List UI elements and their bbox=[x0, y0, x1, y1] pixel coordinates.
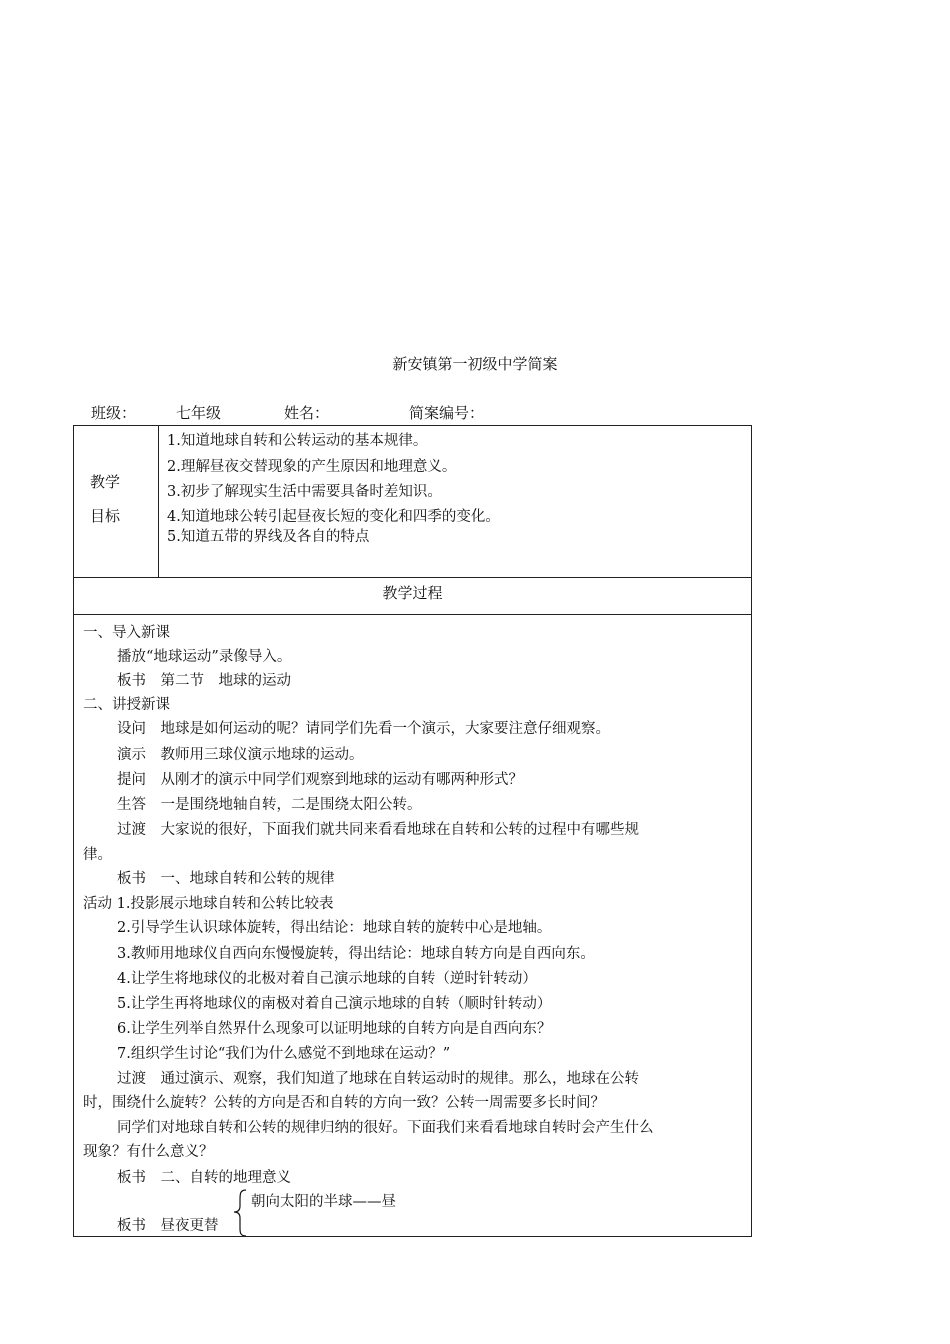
process-line: 5.让学生再将地球仪的南极对着自己演示地球的自转（顺时针转动） bbox=[117, 996, 552, 1012]
goal-item: 1.知道地球自转和公转运动的基本规律。 bbox=[167, 433, 428, 449]
grade-value: 七年级 bbox=[176, 404, 222, 422]
process-line: 现象？有什么意义？ bbox=[83, 1144, 214, 1160]
name-label: 姓名： bbox=[284, 404, 330, 422]
process-line: 板书 昼夜更替 bbox=[117, 1218, 219, 1234]
process-line: 时，围绕什么旋转？公转的方向是否和自转的方向一致？公转一周需要多长时间？ bbox=[83, 1095, 605, 1111]
process-line: 生答 一是围绕地轴自转，二是围绕太阳公转。 bbox=[117, 797, 422, 813]
process-line: 6.让学生列举自然界什么现象可以证明地球的自转方向是自西向东？ bbox=[117, 1021, 552, 1037]
document-title: 新安镇第一初级中学简案 bbox=[392, 355, 558, 373]
goal-item: 3.初步了解现实生活中需要具备时差知识。 bbox=[167, 484, 442, 500]
process-line: 活动 1.投影展示地球自转和公转比较表 bbox=[83, 896, 334, 912]
process-line: 过渡 通过演示、观察，我们知道了地球在自转运动时的规律。那么，地球在公转 bbox=[117, 1071, 639, 1087]
process-line: 播放“地球运动”录像导入。 bbox=[117, 649, 292, 665]
goal-item: 2.理解昼夜交替现象的产生原因和地理意义。 bbox=[167, 459, 457, 475]
process-line: 律。 bbox=[83, 847, 112, 863]
goal-column-divider bbox=[158, 426, 159, 577]
process-line: 设问 地球是如何运动的呢？请同学们先看一个演示，大家要注意仔细观察。 bbox=[117, 721, 610, 737]
process-line: 过渡 大家说的很好，下面我们就共同来看看地球在自转和公转的过程中有哪些规 bbox=[117, 822, 639, 838]
process-line: 3.教师用地球仪自西向东慢慢旋转，得出结论：地球自转方向是自西向东。 bbox=[117, 946, 595, 962]
process-heading: 教学过程 bbox=[382, 584, 443, 602]
process-line: 4.让学生将地球仪的北极对着自己演示地球的自转（逆时针转动） bbox=[117, 971, 537, 987]
process-line: 朝向太阳的半球——昼 bbox=[251, 1194, 396, 1210]
process-line: 同学们对地球自转和公转的规律归纳的很好。下面我们来看看地球自转时会产生什么 bbox=[117, 1120, 654, 1136]
process-line: 板书 一、地球自转和公转的规律 bbox=[117, 871, 335, 887]
process-line: 7.组织学生讨论“我们为什么感觉不到地球在运动？” bbox=[117, 1046, 451, 1062]
goals-label-top: 教学 bbox=[90, 473, 121, 491]
class-label: 班级： bbox=[91, 404, 137, 422]
row-divider-goals bbox=[74, 577, 751, 578]
process-line: 板书 第二节 地球的运动 bbox=[117, 673, 291, 689]
process-line: 一、导入新课 bbox=[83, 625, 170, 641]
curly-brace-icon bbox=[232, 1188, 250, 1236]
process-line: 演示 教师用三球仪演示地球的运动。 bbox=[117, 747, 364, 763]
goal-item: 5.知道五带的界线及各自的特点 bbox=[167, 529, 370, 545]
process-line: 2.引导学生认识球体旋转，得出结论：地球自转的旋转中心是地轴。 bbox=[117, 920, 552, 936]
lesson-plan-table bbox=[73, 425, 752, 1237]
row-divider-heading bbox=[74, 614, 751, 615]
goal-item: 4.知道地球公转引起昼夜长短的变化和四季的变化。 bbox=[167, 509, 500, 525]
plan-number-label: 简案编号： bbox=[409, 404, 485, 422]
process-line: 板书 二、自转的地理意义 bbox=[117, 1170, 291, 1186]
process-line: 提问 从刚才的演示中同学们观察到地球的运动有哪两种形式？ bbox=[117, 772, 523, 788]
process-line: 二、讲授新课 bbox=[83, 697, 170, 713]
goals-label-bottom: 目标 bbox=[90, 507, 121, 525]
